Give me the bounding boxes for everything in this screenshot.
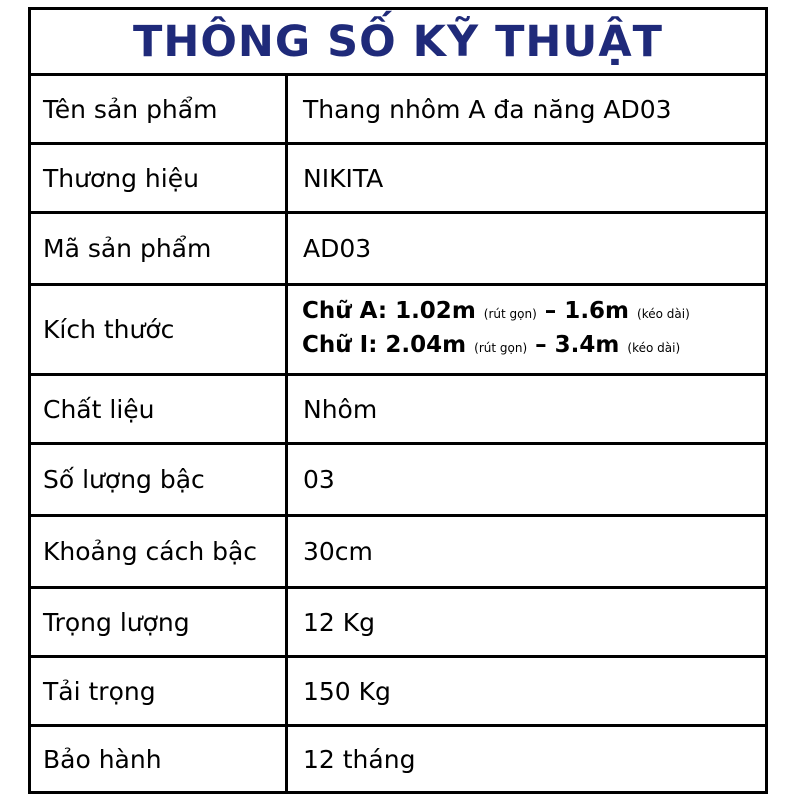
- size-note: (kéo dài): [637, 306, 690, 321]
- row-value: AD03: [303, 234, 372, 263]
- row-label: Mã sản phẩm: [31, 214, 288, 283]
- table-row: [31, 445, 765, 517]
- row-value: NIKITA: [303, 163, 384, 193]
- row-label: Tên sản phẩm: [31, 76, 288, 142]
- table-row: [31, 145, 765, 214]
- size-note: (rút gọn): [474, 340, 528, 355]
- size-a-extended: – 1.6m: [536, 297, 630, 324]
- table-row: [31, 214, 765, 286]
- row-value: 30cm: [303, 537, 373, 566]
- row-value: 150 Kg: [303, 676, 391, 706]
- table-row: [31, 727, 765, 791]
- spec-table: [28, 7, 768, 794]
- row-value: [288, 286, 765, 373]
- row-label: Bảo hành: [31, 727, 288, 791]
- size-line-a: [302, 296, 765, 330]
- row-value: Thang nhôm A đa năng AD03: [303, 94, 672, 124]
- size-i-extended: – 3.4m: [527, 331, 620, 358]
- row-value: 12 tháng: [303, 744, 416, 774]
- table-row: [31, 589, 765, 658]
- table-title: THÔNG SỐ KỸ THUẬT: [133, 16, 663, 67]
- size-note: (rút gọn): [483, 306, 537, 321]
- row-label: Chất liệu: [31, 376, 288, 442]
- table-row: [31, 658, 765, 727]
- row-value: 03: [303, 465, 335, 494]
- size-a-retracted: Chữ A: 1.02m: [302, 297, 476, 324]
- row-label: Trọng lượng: [31, 589, 288, 655]
- row-value: 12 Kg: [303, 607, 376, 637]
- size-line-i: [302, 330, 765, 364]
- row-value: Nhôm: [303, 394, 378, 424]
- row-label: Số lượng bậc: [31, 445, 288, 514]
- row-label: Thương hiệu: [31, 145, 288, 211]
- row-label: Tải trọng: [31, 658, 288, 724]
- size-note: (kéo dài): [627, 340, 681, 355]
- row-label: Kích thước: [31, 286, 288, 373]
- table-row: [31, 286, 765, 376]
- row-label: Khoảng cách bậc: [31, 517, 288, 586]
- table-row: [31, 76, 765, 145]
- table-row: [31, 376, 765, 445]
- title-row: [31, 10, 765, 76]
- table-row: [31, 517, 765, 589]
- size-i-retracted: Chữ I: 2.04m: [302, 331, 467, 358]
